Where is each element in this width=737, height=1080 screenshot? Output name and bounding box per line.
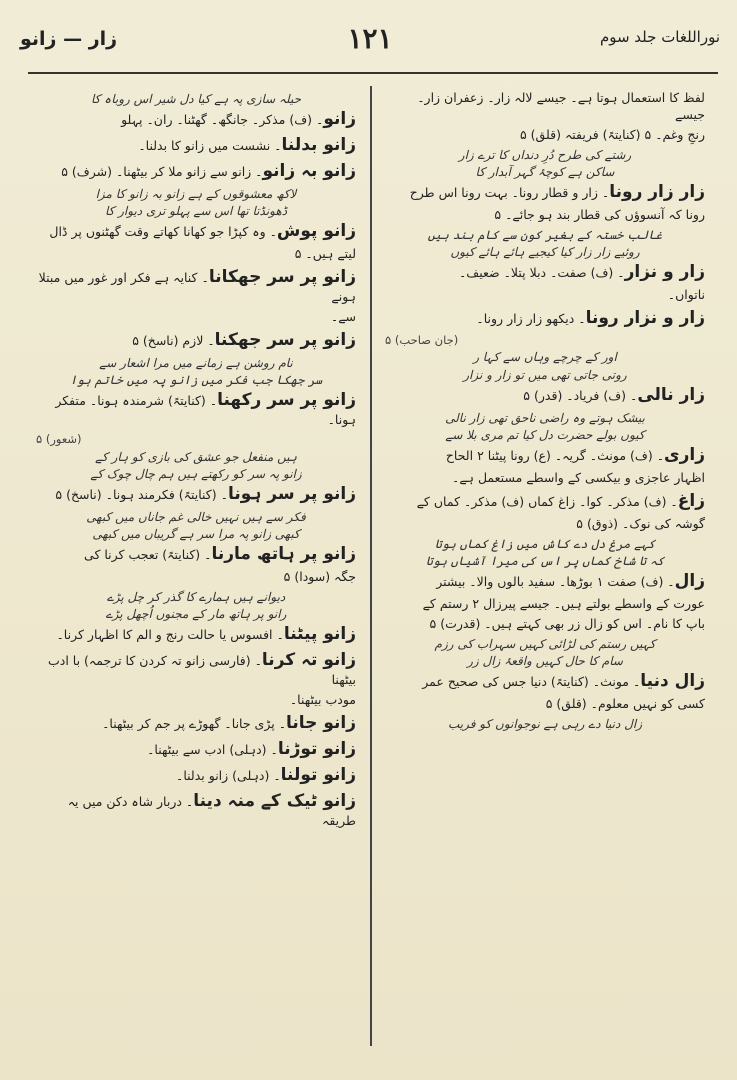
left-column [36,90,356,1045]
headword: زانو پر سر رکھنا [217,390,356,411]
verse-line: حیلہ سازی پہ ہے کیا دل شیر اس روباہ کا [90,92,302,106]
headword: زانو [323,109,356,130]
headword: زال دنیا [640,671,705,692]
headword: زانو ٹیک کے منہ دینا [193,790,356,811]
verse-line: ہیں منفعل جو عشق کی بازی کو ہار کے [95,449,297,464]
definition-text: ۔ نشست میں زانو کا بدلنا۔ [138,138,282,154]
dictionary-entry [385,261,705,284]
definition-text: ۔ (کنایتہً) فکرمند ہونا۔ (ناسخ) ۵ [55,486,228,502]
definition-line: رونا کہ آنسوؤں کی قطار بند ہو جائے۔ ۵ [494,206,705,222]
definition-text: ۔ (ف) مونث۔ گریہ۔ (ع) رونا پیٹنا ۲ الحاح [445,448,665,464]
verse-line: زال دنیا دے رہی ہے نوجوانوں کو فریب [447,717,642,732]
dictionary-entry [385,490,705,513]
headword: زانو پر سر جھکانا [208,267,356,288]
definition-line: ناتواں۔ [667,287,705,303]
definition-text: ۔ (ف) صفت۔ دبلا پتلا۔ ضعیف۔ [458,265,625,281]
definition-text: ۔ پڑی جانا۔ گھوڑے پر جم کر بیٹھنا۔ [102,716,287,732]
definition-text: ۔ (ف) فریاد۔ (قدر) ۵ [523,387,638,403]
verse-line: غالب خستہ کے بغیر کون سے کام بند ہیں [427,227,663,242]
definition-text: ۔ (کنایتہً) تعجب کرنا کی [84,547,212,563]
headword: زانو توڑنا [277,738,356,759]
definition-text: ۔ (ف) مذکر۔ جانگھ۔ گھٹنا۔ ران۔ پہلو [121,112,324,128]
dictionary-entry [36,790,356,830]
verse-line: ڈھونڈتا تھا اس سے پہلو تری دیوار کا [104,204,288,219]
headword: زار و نزار [624,262,705,283]
headword: زانو تہ کرنا [261,650,356,671]
verse-line: روئیے زار زار کیا کیجیے ہائے ہائے کیوں [450,245,640,259]
dictionary-entry [36,220,356,243]
headword: زاغ [677,490,705,511]
definition-text: ۔ (دہلی) ادب سے بیٹھنا۔ [147,741,278,757]
definition-text: ۔ (ف) مذکر۔ کوا۔ زاغ کماں (ف) مذکر۔ کماں کے [416,493,678,509]
verse-line: لاکھ معشوقوں کے ہے زانو بہ زانو کا مزا [95,187,297,201]
verse-line: روتی جاتی تھی میں تو زار و نزار [463,367,627,382]
source-note: (شعور) ۵ [36,432,82,446]
verse-line: رانو پر ہاتھ مار کے مجنوں اُچھل پڑے [105,607,287,622]
definition-line: گوشہ کی نوک۔ (ذوق) ۵ [576,515,705,531]
headword: زاری [664,445,705,466]
headword: زار نالی [637,384,705,405]
source-note: (جان صاحب) ۵ [385,332,459,347]
dictionary-entry [36,649,356,689]
running-title: نوراللغات جلد سوم [599,28,720,46]
definition-line: مودب بیٹھنا۔ [289,692,356,708]
definition-text: ۔ افسوس یا حالت رنج و الم کا اظہار کرنا۔ [56,627,284,643]
definition-line: عورت کے واسطے بولتے ہیں۔ جیسے پیرزال ۲ رستم کے [422,596,705,612]
verse-line: زانو پہ سر کو رکھتے ہیں ہم چال چوک کے [90,466,302,481]
dictionary-entry [385,384,705,407]
dictionary-entry [36,764,356,787]
headword: زانو پر سر جھکنا [214,329,356,350]
headword: زانو تولنا [280,764,356,785]
verse-line: کہے مرغ دل دے کاش میں زاغ کماں ہوتا [434,536,656,551]
definition-text: ۔ لازم (ناسخ) ۵ [132,332,215,348]
verse-line: دیوانے ہیں ہمارے کا گذر کر چل پڑے [106,590,286,605]
dictionary-entry [385,307,705,330]
headword: زار زار رونا [609,182,705,202]
definition-text: ۔ زانو سے زانو ملا کر بیٹھنا۔ (شرف) ۵ [61,164,263,180]
verse-line: سام کا حال کہیں واقعۂ زال زر [467,654,623,669]
right-column [385,90,705,1045]
definition-text: ۔ کنایہ ہے فکر اور غور میں مبتلا ہونے [38,270,356,305]
definition-text: ۔ (ف) صفت ۱ بوڑھا۔ سفید بالوں والا۔ بیشتر [436,574,675,590]
dictionary-entry [385,570,705,593]
dictionary-entry [36,623,356,646]
dictionary-entry [36,712,356,735]
dictionary-entry [36,134,356,157]
headword: زار و نزار رونا [585,308,705,328]
definition-text: ۔ مونث۔ (کنایتہً) دنیا جس کی صحیح عمر [422,674,641,690]
verse-line: رشتے کی طرح دُرِ دنداں کا ترے زار [458,147,632,162]
verse-line: اور کے چرچے وہاں سے کہا ر [473,350,617,365]
definition-line: جگہ (سودا) ۵ [283,569,356,585]
dictionary-entry [36,266,356,306]
definition-line: باپ کا نام۔ اس کو زال زر بھی کہتے ہیں۔ (قدرت) ۵ [429,615,705,631]
definition-text: ۔ (فارسی زانو تہ کردن کا ترجمہ) با ادب بیٹھنا [47,653,356,688]
definition-text: ۔ دربار شاہ دکن میں یہ طریقہ [67,793,356,828]
headword: زال [674,571,705,592]
headword: زانو جانا [286,713,356,734]
headword: زانو پر سر ہونا [227,483,356,504]
definition-line: لیتے ہیں۔ ۵ [294,246,356,262]
verse-line: کہیں رستم کی لڑائی کہیں سہراب کی رزم [434,636,656,651]
verse-line: کیوں بولے حضرت دل کیا تم مری بلا سے [445,427,645,442]
verse-line: کبھی زانو پہ مرا سر ہے گریباں میں کبھی [92,527,300,542]
verse-line: نام روشن ہے زمانے میں مرا اشعار سے [99,355,293,370]
definition-text: ۔ دیکھو زار زار رونا۔ [476,311,586,326]
dictionary-entry [36,108,356,131]
verse-line: بیشک ہوتے وہ راضی ناحق تھی زار نالی [445,410,645,425]
headword: زانو پیٹنا [283,624,356,645]
definition-line: سے۔ [330,309,356,324]
definition-line: اظہار عاجزی و بیکسی کے واسطے مستعمل ہے۔ [452,470,705,486]
dictionary-entry [385,181,705,204]
definition-text: ۔ وہ کپڑا جو کھانا کھاتے وقت گھٹنوں پر ڈال [49,224,277,240]
dictionary-entry [385,670,705,693]
verse-line: کہ تا شاخ کماں پر اس کی میرا آشیاں ہوتا [425,553,665,568]
headword: زانو پوش [276,221,356,242]
headword: زانو پر ہاتھ مارنا [211,544,356,565]
definition-text: ۔ (کنایتہً) شرمندہ ہونا۔ متفکر ہونا۔ [55,393,356,428]
dictionary-entry [36,329,356,352]
dictionary-entry [385,444,705,467]
verse-line: سر جھکا جب فکر میں زانو پہ میں خاتم ہوا [69,373,323,387]
definition-line: رنجِ وغم۔ ۵ (کنایتہً) فریفتہ (قلق) ۵ [519,126,705,142]
headword: زانو بدلنا [281,135,356,156]
headword: زانو بہ زانو [262,161,356,182]
dictionary-entry [36,543,356,566]
definition-text: ۔ (دہلی) زانو بدلنا۔ [176,767,281,783]
dictionary-entry [36,160,356,183]
dictionary-entry [36,389,356,429]
verse-line: ساکن ہے کوچۂ گہر آبدار کا [475,164,615,179]
definition-line: کسی کو نہیں معلوم۔ (قلق) ۵ [545,696,705,712]
definition-text: ۔ زار و قطار رونا۔ بہت رونا اس طرح [409,185,610,200]
catchwords: زار — زانو [20,28,118,50]
definition-line: لفظ کا استعمال ہوتا ہے۔ جیسے لالہ زار۔ زعفران زار۔ جیسے [417,90,705,122]
page-header [20,22,720,72]
verse-line: فکر سے ہیں نہیں خالی غم جاناں میں کبھی [86,509,306,524]
page-number: ١٢١ [347,22,393,55]
dictionary-entry [36,738,356,761]
dictionary-entry [36,483,356,506]
column-divider [370,86,372,1046]
header-rule [28,72,718,74]
